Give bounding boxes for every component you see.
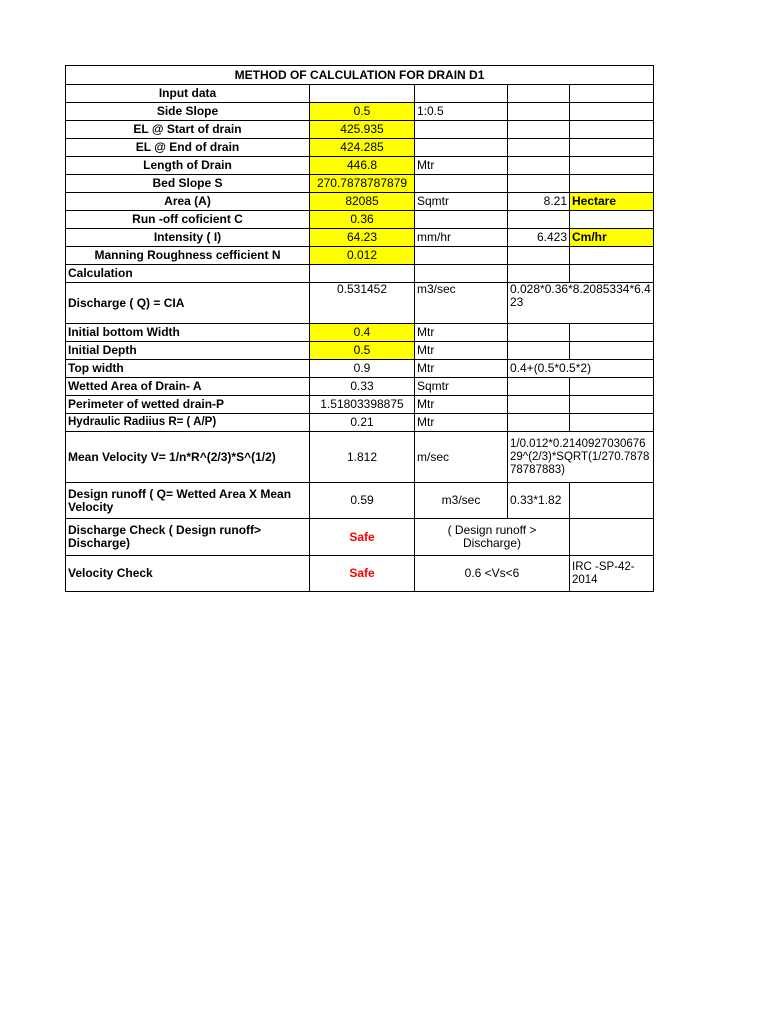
design-runoff-value: 0.59 [310, 483, 415, 519]
intensity-label: Intensity ( I) [66, 229, 310, 247]
wetted-area-value: 0.33 [310, 378, 415, 396]
input-data-header: Input data [66, 85, 310, 103]
discharge-check-label: Discharge Check ( Design runoff> Discharge) [66, 519, 310, 556]
bottom-width-value[interactable]: 0.4 [310, 324, 415, 342]
discharge-value: 0.531452 [310, 283, 415, 324]
manning-label: Manning Roughness cefficient N [66, 247, 310, 265]
top-width-formula: 0.4+(0.5*0.5*2) [508, 360, 654, 378]
bed-slope-row [66, 175, 654, 193]
calculation-header: Calculation [66, 265, 310, 283]
bottom-width-unit: Mtr [415, 324, 508, 342]
design-runoff-unit: m3/sec [415, 483, 508, 519]
length-row [66, 157, 654, 175]
manning-value[interactable]: 0.012 [310, 247, 415, 265]
velocity-check-status: Safe [310, 556, 415, 592]
discharge-row [66, 283, 654, 324]
el-start-row [66, 121, 654, 139]
length-label: Length of Drain [66, 157, 310, 175]
el-end-row [66, 139, 654, 157]
design-runoff-formula: 0.33*1.82 [508, 483, 570, 519]
top-width-label: Top width [66, 360, 310, 378]
velocity-row [66, 432, 654, 483]
side-slope-row [66, 103, 654, 121]
perimeter-unit: Mtr [415, 396, 508, 414]
el-start-label: EL @ Start of drain [66, 121, 310, 139]
perimeter-value: 1.51803398875 [310, 396, 415, 414]
design-runoff-label: Design runoff ( Q= Wetted Area X Mean Velocity [66, 483, 310, 519]
bottom-width-label: Initial bottom Width [66, 324, 310, 342]
bed-slope-label: Bed Slope S [66, 175, 310, 193]
area-row [66, 193, 654, 211]
intensity-row [66, 229, 654, 247]
hydraulic-radius-row [66, 414, 654, 432]
wetted-area-unit: Sqmtr [415, 378, 508, 396]
perimeter-label: Perimeter of wetted drain-P [66, 396, 310, 414]
side-slope-note: 1:0.5 [415, 103, 508, 121]
area-hectare-unit: Hectare [570, 193, 654, 211]
depth-row [66, 342, 654, 360]
design-runoff-row [66, 483, 654, 519]
discharge-check-note: ( Design runoff > Discharge) [415, 519, 570, 556]
el-end-value[interactable]: 424.285 [310, 139, 415, 157]
el-end-label: EL @ End of drain [66, 139, 310, 157]
depth-unit: Mtr [415, 342, 508, 360]
hydraulic-radius-value: 0.21 [310, 414, 415, 432]
area-label: Area (A) [66, 193, 310, 211]
velocity-check-note: 0.6 <Vs<6 [415, 556, 570, 592]
side-slope-value[interactable]: 0.5 [310, 103, 415, 121]
velocity-formula: 1/0.012*0.214092703067629^(2/3)*SQRT(1/270.787878787883) [508, 432, 654, 483]
intensity-cm-value: 6.423 [508, 229, 570, 247]
input-header-row [66, 85, 654, 103]
length-value[interactable]: 446.8 [310, 157, 415, 175]
area-unit: Sqmtr [415, 193, 508, 211]
velocity-unit: m/sec [415, 432, 508, 483]
velocity-check-row [66, 556, 654, 592]
wetted-area-label: Wetted Area of Drain- A [66, 378, 310, 396]
runoff-value[interactable]: 0.36 [310, 211, 415, 229]
intensity-value[interactable]: 64.23 [310, 229, 415, 247]
depth-value[interactable]: 0.5 [310, 342, 415, 360]
discharge-label: Discharge ( Q) = CIA [66, 283, 310, 324]
velocity-label: Mean Velocity V= 1/n*R^(2/3)*S^(1/2) [66, 432, 310, 483]
calculation-sheet [65, 65, 654, 592]
runoff-label: Run -off coficient C [66, 211, 310, 229]
top-width-value: 0.9 [310, 360, 415, 378]
discharge-check-row [66, 519, 654, 556]
perimeter-row [66, 396, 654, 414]
title-row [66, 66, 654, 85]
velocity-check-label: Velocity Check [66, 556, 310, 592]
bed-slope-value[interactable]: 270.7878787879 [310, 175, 415, 193]
el-start-value[interactable]: 425.935 [310, 121, 415, 139]
discharge-formula: 0.028*0.36*8.2085334*6.423 [508, 283, 654, 324]
velocity-value: 1.812 [310, 432, 415, 483]
top-width-unit: Mtr [415, 360, 508, 378]
hydraulic-radius-unit: Mtr [415, 414, 508, 432]
calculation-header-row [66, 265, 654, 283]
top-width-row [66, 360, 654, 378]
wetted-area-row [66, 378, 654, 396]
velocity-check-reference: IRC -SP-42-2014 [570, 556, 654, 592]
bottom-width-row [66, 324, 654, 342]
hydraulic-radius-label: Hydraulic Radiius R= ( A/P) [66, 414, 310, 432]
manning-row [66, 247, 654, 265]
intensity-unit: mm/hr [415, 229, 508, 247]
area-hectare-value: 8.21 [508, 193, 570, 211]
depth-label: Initial Depth [66, 342, 310, 360]
discharge-unit: m3/sec [415, 283, 508, 324]
side-slope-label: Side Slope [66, 103, 310, 121]
discharge-check-status: Safe [310, 519, 415, 556]
area-value[interactable]: 82085 [310, 193, 415, 211]
intensity-cm-unit: Cm/hr [570, 229, 654, 247]
sheet-title: METHOD OF CALCULATION FOR DRAIN D1 [66, 66, 654, 85]
runoff-row [66, 211, 654, 229]
length-unit: Mtr [415, 157, 508, 175]
